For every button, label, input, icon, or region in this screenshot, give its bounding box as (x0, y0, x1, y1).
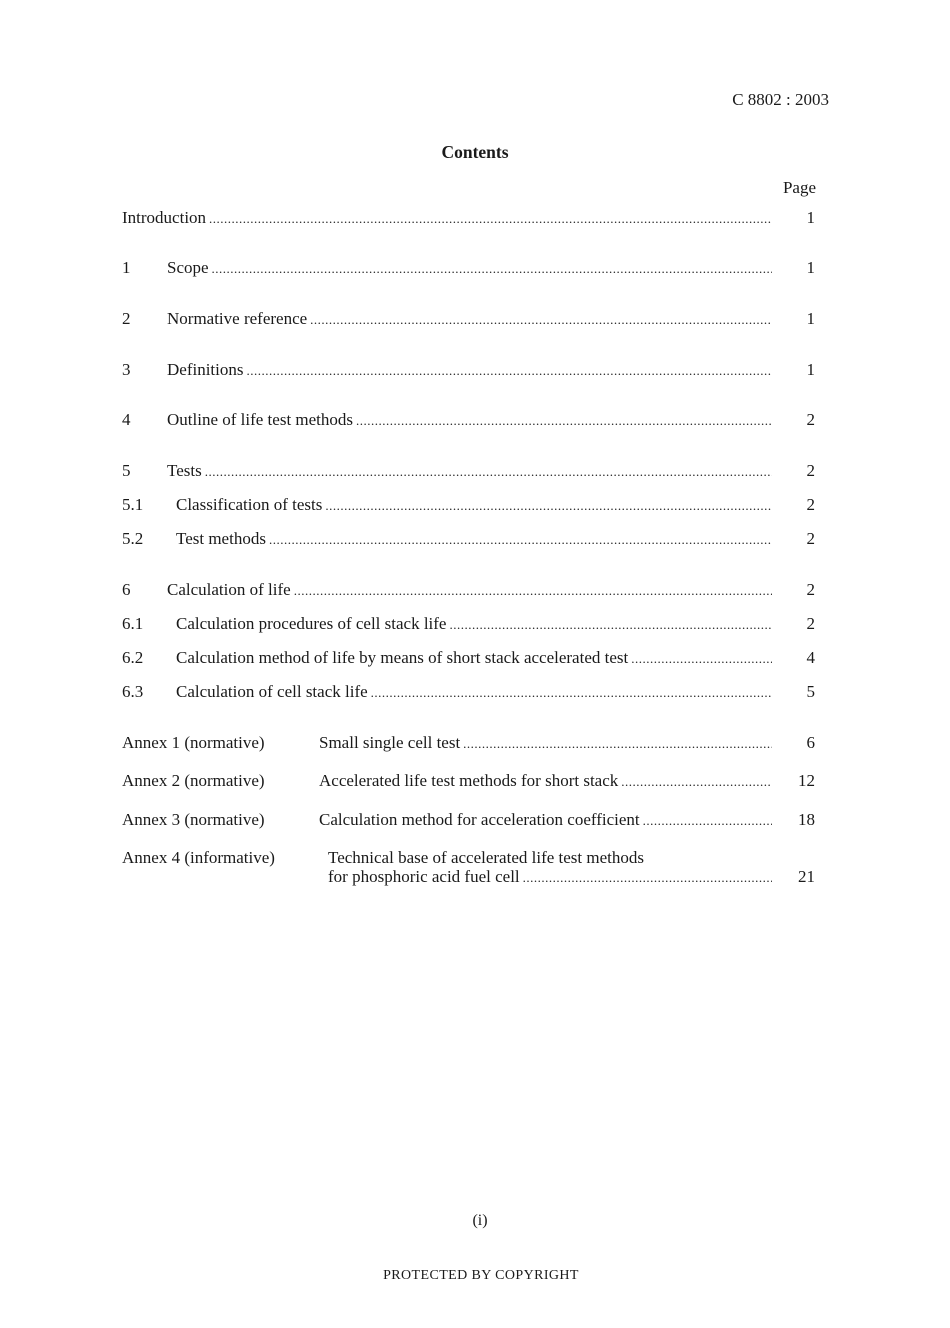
toc-entry-title: Test methods (176, 529, 266, 548)
document-id: C 8802 : 2003 (732, 90, 829, 109)
dot-leader (205, 464, 772, 480)
toc-entry-title: Scope (167, 258, 209, 277)
toc-entry-definitions[interactable] (122, 360, 815, 382)
toc-entry-tests[interactable] (122, 461, 815, 483)
toc-entry-title: Technical base of accelerated life test methods (328, 848, 644, 867)
copyright-notice: PROTECTED BY COPYRIGHT (383, 1268, 579, 1283)
toc-annex-1[interactable] (122, 733, 815, 755)
toc-entry-title: Accelerated life test methods for short stack (319, 771, 619, 790)
toc-entry-number: 2 (122, 309, 131, 328)
toc-entry-title: Classification of tests (176, 495, 323, 514)
toc-entry-page: 2 (806, 580, 815, 599)
dot-leader (643, 813, 772, 829)
toc-entry-title: Introduction (122, 208, 207, 227)
dot-leader (463, 736, 772, 752)
dot-leader (631, 651, 772, 667)
annex-label: Annex 2 (normative) (122, 771, 265, 790)
toc-entry-number: 3 (122, 360, 131, 379)
dot-leader (269, 532, 772, 548)
dot-leader (209, 211, 772, 227)
dot-leader (356, 413, 772, 429)
toc-entry-title: Calculation of cell stack life (176, 682, 368, 701)
toc-entry-number: 6.2 (122, 648, 144, 667)
toc-entry-title: Normative reference (167, 309, 308, 328)
toc-entry-page: 1 (806, 208, 815, 227)
toc-entry-title: Small single cell test (319, 733, 461, 752)
toc-entry-page: 21 (798, 867, 815, 886)
toc-entry-page: 6 (806, 733, 815, 752)
toc-entry-number: 5.2 (122, 529, 144, 548)
toc-entry-calculation-of-life[interactable] (122, 580, 815, 602)
toc-entry-cell-stack-life[interactable] (122, 682, 815, 704)
toc-entry-number: 6 (122, 580, 131, 599)
toc-entry-calculation-method-short-stack[interactable] (122, 648, 815, 670)
annex-label: Annex 3 (normative) (122, 810, 265, 829)
dot-leader (310, 312, 772, 328)
toc-entry-title: Calculation of life (167, 580, 291, 599)
toc-entry-scope[interactable] (122, 258, 815, 280)
dot-leader (371, 685, 772, 701)
annex-label: Annex 4 (informative) (122, 848, 275, 867)
toc-entry-calculation-procedures[interactable] (122, 614, 815, 636)
dot-leader (212, 261, 772, 277)
dot-leader (523, 870, 772, 886)
toc-entry-page: 18 (798, 810, 815, 829)
toc-entry-number: 5.1 (122, 495, 144, 514)
toc-entry-title: Calculation method of life by means of short stack accelerated test (176, 648, 629, 667)
toc-annex-4-line-2[interactable] (328, 867, 815, 889)
page-column-header: Page (782, 178, 816, 197)
dot-leader (621, 774, 772, 790)
toc-entry-title: Outline of life test methods (167, 410, 354, 429)
toc-entry-title: Tests (167, 461, 202, 480)
toc-entry-page: 2 (806, 410, 815, 429)
toc-entry-number: 4 (122, 410, 131, 429)
dot-leader (294, 583, 772, 599)
toc-entry-page: 2 (806, 529, 815, 548)
dot-leader (449, 617, 772, 633)
toc-entry-number: 5 (122, 461, 131, 480)
toc-annex-2[interactable] (122, 771, 815, 793)
toc-entry-title: Definitions (167, 360, 244, 379)
toc-entry-number: 1 (122, 258, 131, 277)
annex-label: Annex 1 (normative) (122, 733, 265, 752)
toc-entry-page: 12 (798, 771, 815, 790)
dot-leader (325, 498, 772, 514)
toc-entry-outline[interactable] (122, 410, 815, 432)
toc-entry-page: 5 (806, 682, 815, 701)
toc-entry-page: 2 (806, 461, 815, 480)
toc-entry-test-methods[interactable] (122, 529, 815, 551)
toc-entry-page: 4 (806, 648, 815, 667)
toc-entry-number: 6.3 (122, 682, 144, 701)
toc-entry-number: 6.1 (122, 614, 144, 633)
toc-entry-page: 1 (806, 258, 815, 277)
page-number: (i) (472, 1212, 488, 1229)
toc-entry-title: Calculation method for acceleration coefficient (319, 810, 640, 829)
dot-leader (247, 363, 773, 379)
toc-entry-page: 1 (806, 360, 815, 379)
toc-entry-page: 2 (806, 614, 815, 633)
toc-entry-normative-reference[interactable] (122, 309, 815, 331)
toc-entry-title-continued: for phosphoric acid fuel cell (328, 867, 520, 886)
toc-entry-introduction[interactable] (122, 208, 815, 230)
toc-annex-3[interactable] (122, 810, 815, 832)
toc-entry-classification[interactable] (122, 495, 815, 517)
toc-entry-page: 1 (806, 309, 815, 328)
toc-entry-page: 2 (806, 495, 815, 514)
toc-entry-title: Calculation procedures of cell stack life (176, 614, 447, 633)
page-title: Contents (441, 142, 509, 162)
